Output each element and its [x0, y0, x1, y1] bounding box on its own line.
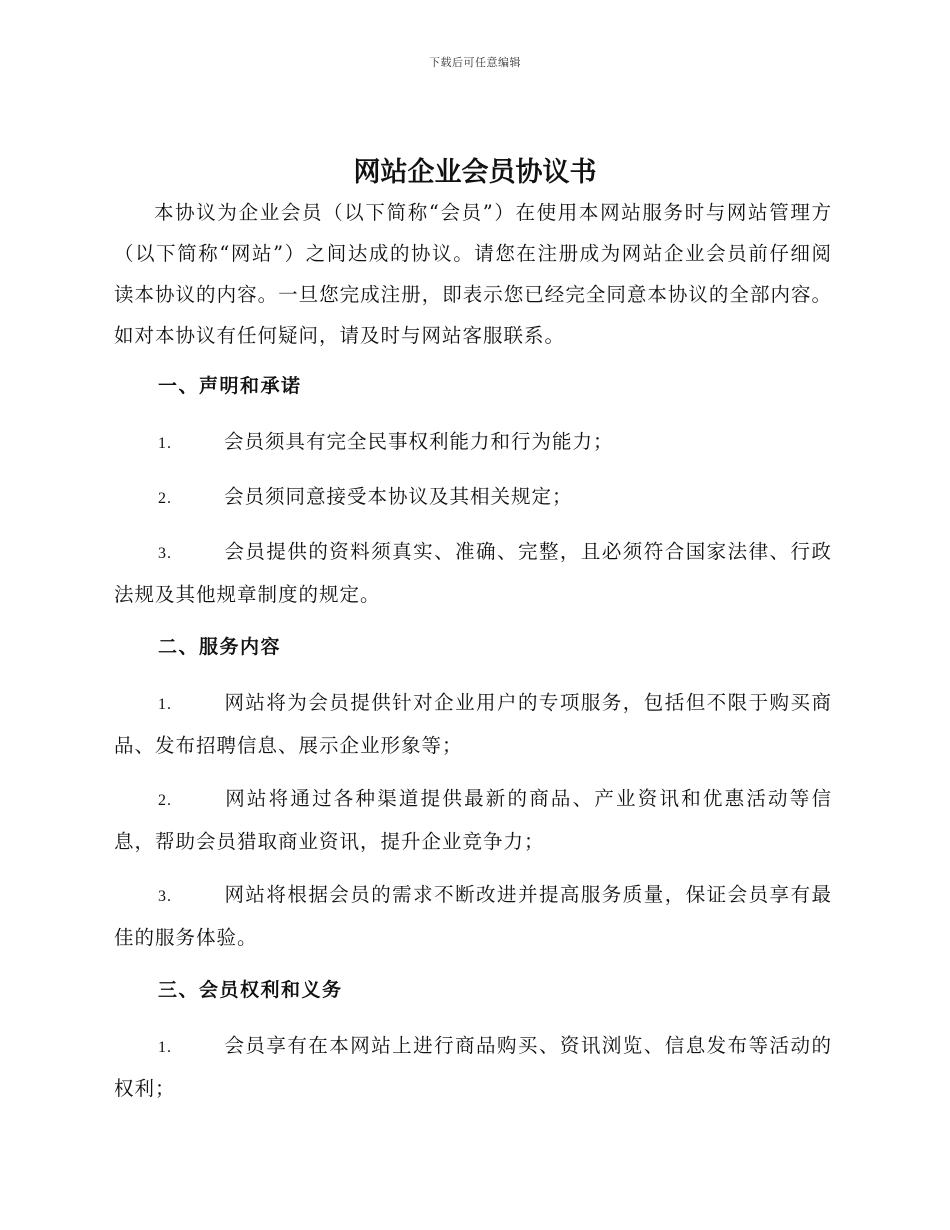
list-item — [114, 531, 832, 615]
list-item — [114, 682, 832, 766]
page-header-note: 下载后可任意编辑 — [429, 56, 521, 69]
item-text: 会员须具有完全民事权利能力和行为能力； — [224, 430, 614, 453]
section-heading: 三、会员权利和义务 — [158, 979, 343, 1001]
item-number: 2. — [158, 792, 172, 809]
section-declaration — [114, 366, 832, 615]
item-text: 会员提供的资料须真实、准确、完整，且必须符合国家法律、行政法规及其他规章制度的规定。 — [114, 540, 832, 606]
item-text: 网站将通过各种渠道提供最新的商品、产业资讯和优惠活动等信息，帮助会员猎取商业资讯，提升企业竞争力； — [114, 787, 832, 853]
document-body — [114, 192, 832, 1121]
item-number: 1. — [158, 696, 172, 713]
item-number: 1. — [158, 435, 172, 452]
document-title: 网站企业会员协议书 — [353, 157, 597, 188]
section-heading: 一、声明和承诺 — [158, 375, 302, 397]
section-rights-obligations — [114, 970, 832, 1109]
item-number: 1. — [158, 1039, 172, 1056]
item-text: 网站将为会员提供针对企业用户的专项服务，包括但不限于购买商品、发布招聘信息、展示企业形象等； — [114, 691, 832, 757]
item-number: 2. — [158, 490, 172, 507]
item-text: 会员享有在本网站上进行商品购买、资讯浏览、信息发布等活动的权利； — [114, 1034, 832, 1100]
list-item — [114, 778, 832, 862]
list-item — [114, 421, 832, 464]
item-text: 会员须同意接受本协议及其相关规定； — [224, 485, 573, 508]
section-heading: 二、服务内容 — [158, 636, 282, 658]
section-services — [114, 627, 832, 958]
item-number: 3. — [158, 545, 172, 562]
intro-paragraph: 本协议为企业会员（以下简称“会员”）在使用本网站服务时与网站管理方（以下简称“网站”）之间达成的协议。请您在注册成为网站企业会员前仔细阅读本协议的内容。一旦您完成注册，即表示您已经完全同意本协议的全部内容。如对本协议有任何疑问，请及时与网站客服联系。 — [114, 201, 832, 347]
list-item — [114, 1025, 832, 1109]
list-item — [114, 476, 832, 519]
item-text: 网站将根据会员的需求不断改进并提高服务质量，保证会员享有最佳的服务体验。 — [114, 883, 832, 949]
item-number: 3. — [158, 888, 172, 905]
list-item — [114, 874, 832, 958]
